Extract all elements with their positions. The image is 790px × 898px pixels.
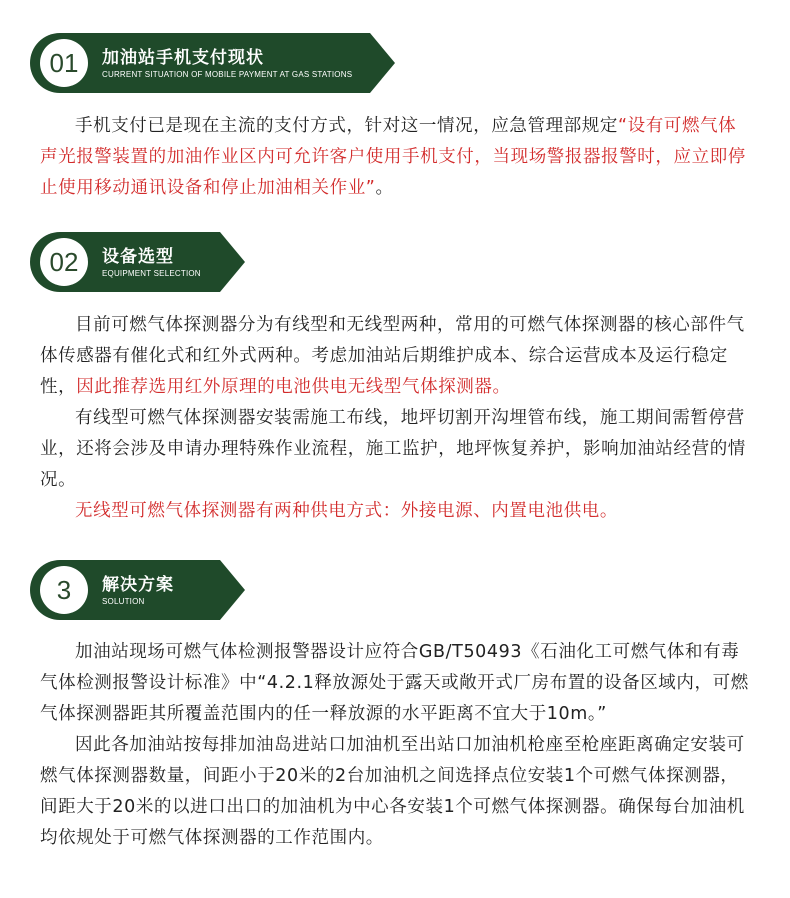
section-3-banner	[30, 560, 400, 620]
section-2-subtitle: EQUIPMENT SELECTION	[102, 269, 201, 278]
section-2-title: 设备选型	[102, 247, 174, 267]
section-2-banner	[30, 232, 400, 292]
paragraph: 目前可燃气体探测器分为有线型和无线型两种，常用的可燃气体探测器的核心部件气体传感器有催化式和红外式两种。考虑加油站后期维护成本、综合运营成本及运行稳定性，因此推荐选用红外原理的电池供电无线型气体探测器。	[40, 315, 745, 397]
paragraph: 手机支付已是现在主流的支付方式，针对这一情况，应急管理部规定“设有可燃气体声光报警装置的加油作业区内可允许客户使用手机支付，当现场警报器报警时，应立即停止使用移动通讯设备和停止加油相关作业”。	[40, 116, 746, 198]
section-1-number: 01	[49, 47, 79, 78]
section-3-subtitle: SOLUTION	[102, 597, 145, 606]
section-2-body	[40, 310, 752, 527]
section-1-banner	[30, 33, 400, 93]
section-3-body	[40, 637, 752, 854]
paragraph	[40, 496, 752, 527]
section-1-title: 加油站手机支付现状	[102, 48, 264, 68]
section-2-number: 02	[49, 246, 79, 277]
section-3-title: 解决方案	[102, 575, 174, 595]
paragraph: 因此各加油站按每排加油岛进站口加油机至出站口加油机枪座至枪座距离确定安装可燃气体探测器数量，间距小于20米的2台加油机之间选择点位安装1个可燃气体探测器，间距大于20米的以进口出口的加油机为中心各安装1个可燃气体探测器。确保每台加油机均依规处于可燃气体探测器的工作范围内。	[40, 735, 745, 848]
section-3-number: 3	[56, 574, 72, 605]
highlight-text: 无线型可燃气体探测器有两种供电方式：外接电源、内置电池供电。	[75, 501, 618, 521]
paragraph: 有线型可燃气体探测器安装需施工布线，地坪切割开沟埋管布线，施工期间需暂停营业，还将会涉及申请办理特殊作业流程，施工监护，地坪恢复养护，影响加油站经营的情况。	[40, 408, 746, 490]
section-1-subtitle: CURRENT SITUATION OF MOBILE PAYMENT AT GAS STATIONS	[102, 70, 353, 79]
highlight-text: “设有可燃气体声光报警装置的加油作业区内可允许客户使用手机支付，当现场警报器报警时，应立即停止使用移动通讯设备和停止加油相关作业”	[40, 116, 746, 198]
paragraph: 加油站现场可燃气体检测报警器设计应符合GB/T50493《石油化工可燃气体和有毒气体检测报警设计标准》中“4.2.1释放源处于露天或敞开式厂房布置的设备区域内，可燃气体探测器距其所覆盖范围内的任一释放源的水平距离不宜大于10m。”	[40, 642, 749, 724]
section-1-body	[40, 111, 752, 204]
highlight-text: 因此推荐选用红外原理的电池供电无线型气体探测器。	[76, 377, 511, 397]
